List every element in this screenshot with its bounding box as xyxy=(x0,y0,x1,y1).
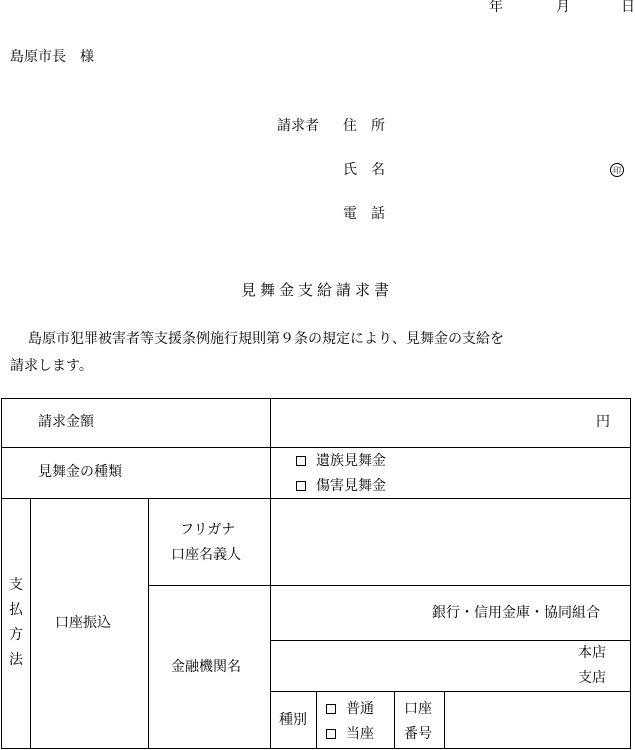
account-label: 口座 xyxy=(404,701,432,717)
branch-label: 支店 xyxy=(578,670,606,686)
table-line xyxy=(270,398,271,749)
type-label: 見舞金の種類 xyxy=(38,464,122,480)
table-line xyxy=(270,691,631,692)
head-office-label: 本店 xyxy=(578,645,606,661)
phone-label: 電 話 xyxy=(343,206,385,222)
table-line xyxy=(1,398,2,749)
account-type-current[interactable] xyxy=(326,727,374,741)
requester-label: 請求者 xyxy=(277,118,319,134)
checkbox-icon[interactable] xyxy=(326,704,336,714)
institution-types: 銀行・信用金庫・協同組合 xyxy=(432,605,600,621)
table-line xyxy=(270,640,631,641)
date-year: 年 xyxy=(489,0,503,15)
body-line-1: 島原市犯罪被害者等支援条例施行規則第９条の規定により、見舞金の支給を xyxy=(28,331,504,347)
table-line xyxy=(394,691,395,749)
institution-label: 金融機関名 xyxy=(171,659,241,675)
type-option-label: 傷害見舞金 xyxy=(316,478,386,494)
checkbox-icon[interactable] xyxy=(326,729,336,739)
type-option-label: 遺族見舞金 xyxy=(316,453,386,469)
payment-method-char: 法 xyxy=(9,652,23,668)
table-line xyxy=(444,691,445,749)
address-label: 住 所 xyxy=(343,118,385,134)
payment-method-char: 方 xyxy=(9,627,23,643)
addressee: 島原市長 様 xyxy=(10,49,94,65)
table-line xyxy=(148,498,149,749)
account-type-ordinary[interactable] xyxy=(326,702,374,716)
checkbox-icon[interactable] xyxy=(296,456,306,466)
page-title: 見舞金支給請求書 xyxy=(241,281,394,299)
amount-label: 請求金額 xyxy=(38,414,94,430)
number-label: 番号 xyxy=(404,726,432,742)
payment-method-char: 支 xyxy=(9,577,23,593)
table-line xyxy=(148,585,631,586)
transfer-label: 口座振込 xyxy=(55,615,111,631)
seal-icon: 印 xyxy=(610,163,624,177)
holder-name-label: 口座名義人 xyxy=(171,547,241,563)
table-line xyxy=(1,498,631,499)
type-option-bereaved[interactable] xyxy=(296,454,386,468)
kind-label: 種別 xyxy=(279,712,307,728)
table-line xyxy=(630,398,631,749)
account-type-label: 普通 xyxy=(346,701,374,717)
date-day: 日 xyxy=(621,0,635,15)
table-line xyxy=(316,691,317,749)
payment-method-char: 払 xyxy=(9,602,23,618)
table-line xyxy=(1,447,631,448)
name-label: 氏 名 xyxy=(343,162,385,178)
type-option-injury[interactable] xyxy=(296,479,386,493)
table-line xyxy=(30,498,31,749)
date-month: 月 xyxy=(556,0,570,15)
furigana-label: フリガナ xyxy=(180,522,236,538)
table-line xyxy=(1,398,631,399)
body-line-2: 請求します。 xyxy=(10,358,93,374)
checkbox-icon[interactable] xyxy=(296,481,306,491)
amount-yen: 円 xyxy=(596,414,610,430)
account-type-label: 当座 xyxy=(346,726,374,742)
